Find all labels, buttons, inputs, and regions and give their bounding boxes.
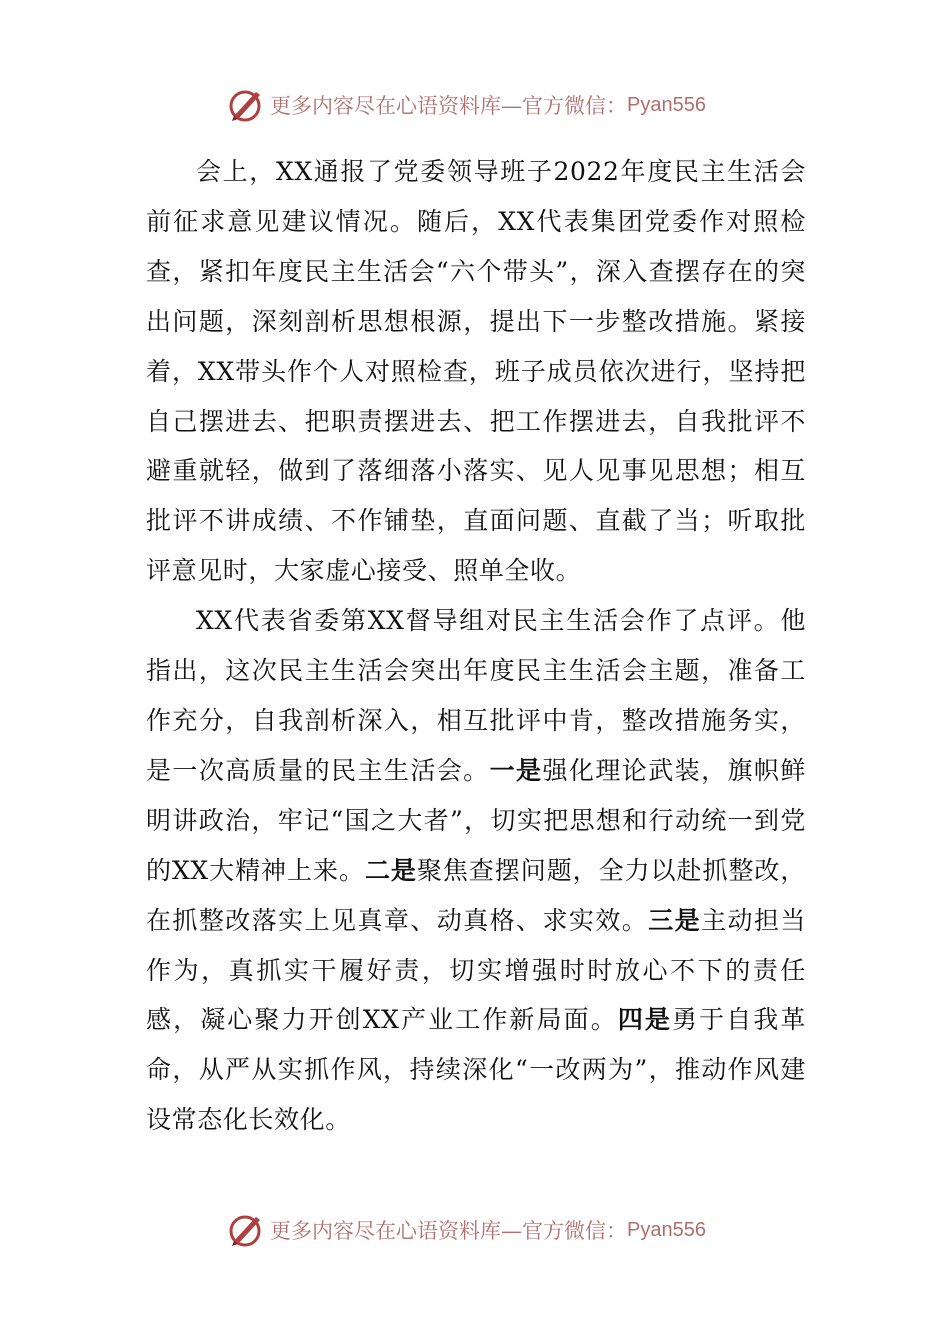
document-body — [146, 147, 806, 1145]
banner-wechat-id: Pyan556 — [627, 1218, 706, 1241]
paragraph-text: 强化理论武装，旗帜鲜明讲政治，牢记“国之大者”，切实把思想和行动统一到党的XX大精神上来。 — [146, 755, 806, 885]
paragraph — [146, 596, 806, 1145]
paragraph-text: 聚焦查摆问题，全力以赴抓整改，在抓整改落实上见真章、动真格、求实效。 — [146, 855, 806, 935]
paragraph-text: XX代表省委第XX督导组对民主生活会作了点评。他指出，这次民主生活会突出年度民主生活会主题，准备工作充分，自我剖析深入，相互批评中肯，整改措施务实，是一次高质量的民主生活会。 — [146, 606, 806, 785]
emphasis-text: 一是 — [489, 755, 543, 785]
paragraph-text: 会上，XX通报了党委领导班子2022年度民主生活会前征求意见建议情况。随后，XX代表集团党委作对照检查，紧扣年度民主生活会“六个带头”，深入查摆存在的突出问题，深刻剖析思想根源，提出下一步整改措施。紧接着，XX带头作个人对照检查，班子成员依次进行，坚持把自己摆进去、把职责摆进去、把工作摆进去，自我批评不避重就轻，做到了落细落小落实、见人见事见思想；相互批评不讲成绩、不作铺垫，直面问题、直截了当；听取批评意见时，大家虚心接受、照单全收。 — [146, 157, 806, 586]
banner-text: 更多内容尽在心语资料库—官方微信： — [270, 94, 627, 118]
emphasis-text: 二是 — [364, 855, 417, 885]
paragraph-text: 勇于自我革命，从严从实抓作风，持续深化“一改两为”，推动作风建设常态化长效化。 — [146, 1005, 806, 1135]
pen-circle-logo-icon — [226, 85, 266, 125]
emphasis-text: 三是 — [648, 905, 702, 935]
pen-circle-logo-icon — [226, 1210, 266, 1250]
header-watermark-banner — [226, 85, 706, 125]
banner-text: 更多内容尽在心语资料库—官方微信： — [270, 1219, 627, 1243]
paragraph — [146, 147, 806, 596]
paragraph-text: 主动担当作为，真抓实干履好责，切实增强时时放心不下的责任感，凝心聚力开创XX产业工作新局面。 — [146, 905, 807, 1035]
emphasis-text: 四是 — [617, 1005, 673, 1035]
footer-watermark-banner — [226, 1210, 706, 1250]
banner-wechat-id: Pyan556 — [627, 93, 706, 116]
